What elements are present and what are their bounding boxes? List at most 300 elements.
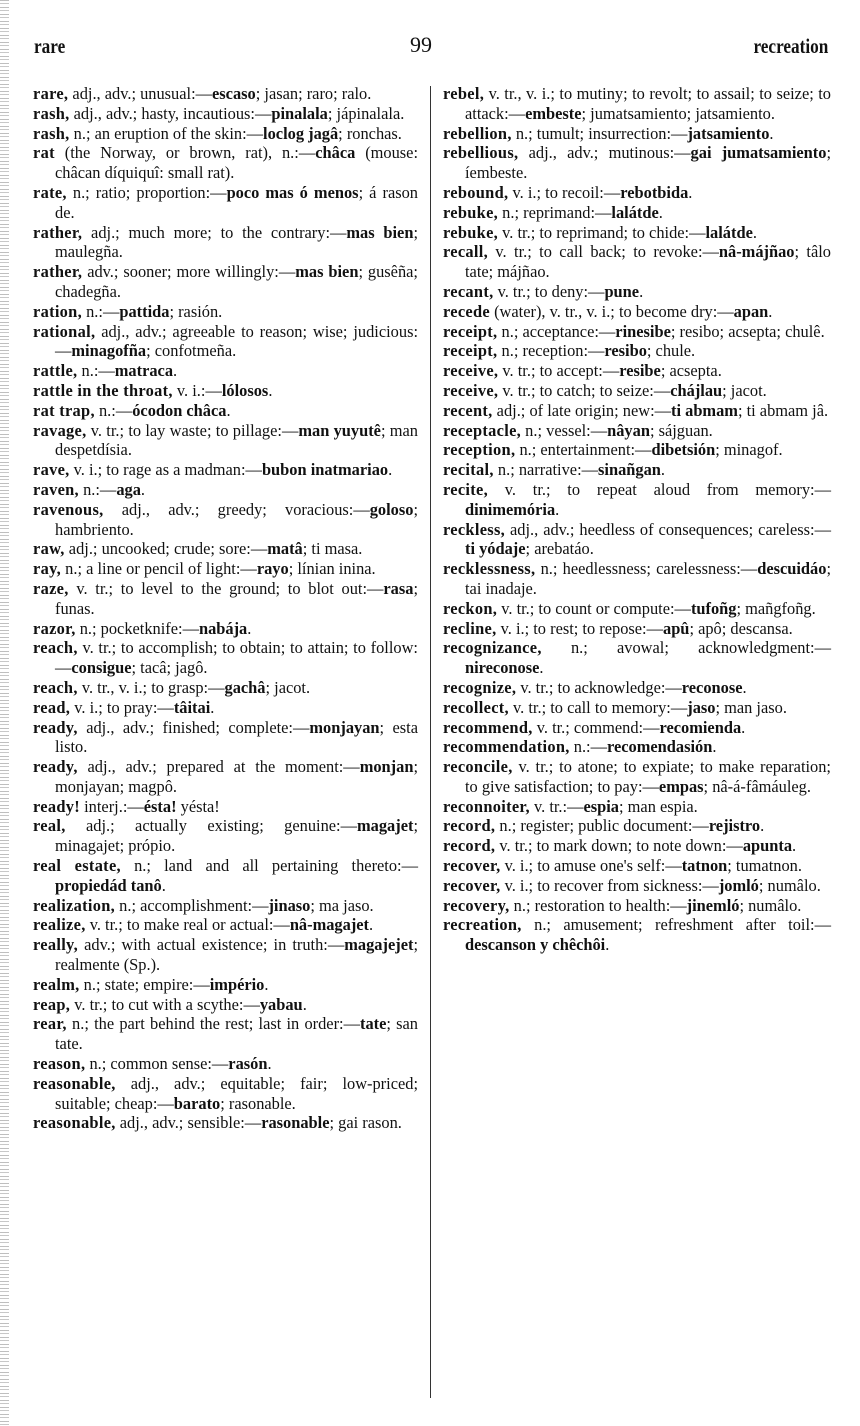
entry-equivalent: reconose (681, 677, 743, 697)
dictionary-entry (33, 460, 418, 480)
entry-gloss: n.:— (94, 400, 133, 420)
entry-variants: . (210, 697, 215, 717)
dictionary-entry (33, 856, 418, 896)
entry-variants: . (741, 717, 746, 737)
entry-gloss: v. tr.; to accept:— (498, 361, 620, 381)
entry-equivalent: jinemló (686, 895, 740, 915)
entry-equivalent: império (209, 974, 265, 994)
entry-headword: rebel, (443, 84, 485, 103)
dictionary-entry (33, 559, 418, 579)
entry-variants: ; rasonable. (220, 1093, 296, 1113)
entry-equivalent: pinalala (271, 103, 328, 123)
entry-gloss: v. tr.; to level to the ground; to blot out:— (68, 578, 384, 598)
entry-equivalent: apû (663, 618, 690, 638)
entry-variants: . (712, 737, 717, 757)
entry-equivalent: resibe (619, 361, 661, 381)
entry-headword: recreation, (443, 915, 522, 935)
entry-gloss: v. tr.; to lay waste; to pillage:— (86, 420, 299, 440)
entry-variants: . (302, 994, 307, 1014)
entry-equivalent: rasonable (261, 1113, 330, 1133)
entry-variants: ; jasan; raro; ralo. (255, 84, 372, 103)
dictionary-entry (33, 816, 418, 856)
entry-headword: recovery, (443, 895, 510, 915)
entry-variants: ; funas. (55, 578, 418, 618)
entry-headword: rattle, (33, 361, 78, 381)
entry-gloss: v. i.; to recover from sickness:— (500, 875, 719, 895)
dictionary-entry (443, 282, 831, 302)
entry-gloss: v. i.; to recoil:— (508, 182, 621, 202)
entry-headword: rear, (33, 1014, 67, 1034)
dictionary-entry (443, 876, 831, 896)
entry-equivalent: pattida (119, 301, 170, 321)
dictionary-entry (33, 421, 418, 461)
entry-gloss: v. i.; to pray:— (70, 697, 174, 717)
entry-headword: recommendation, (443, 737, 570, 757)
entry-headword: recognize, (443, 677, 517, 697)
entry-equivalent: man yuyutê (298, 420, 381, 440)
entry-gloss: v. tr., v. i.; to mutiny; to revolt; to assail; to seize; to attack:— (465, 84, 831, 123)
entry-headword: reconnoiter, (443, 796, 530, 816)
entry-equivalent: bubon inatmariao (261, 460, 389, 480)
entry-headword: rave, (33, 460, 70, 480)
entry-gloss: n.; the part behind the rest; last in order:— (66, 1014, 360, 1034)
entry-equivalent: rasón (228, 1054, 268, 1074)
entry-variants: . (658, 202, 663, 222)
entry-equivalent: magajejet (344, 935, 414, 955)
entry-equivalent: apan (733, 301, 769, 321)
entry-gloss: adj.; much more; to the contrary:— (82, 222, 347, 242)
entry-variants: ; jacot. (265, 677, 311, 697)
entry-variants: ; realmente (Sp.). (55, 935, 418, 975)
entry-gloss: v. i.; to rage as a madman:— (69, 460, 262, 480)
entry-equivalent: tufoñg (690, 598, 737, 618)
entry-gloss: (water), v. tr., v. i.; to become dry:— (490, 301, 734, 321)
entry-headword: reach, (33, 677, 78, 697)
entry-headword: ray, (33, 559, 62, 579)
dictionary-entry (443, 183, 831, 203)
entry-equivalent: chájlau (670, 380, 723, 400)
dictionary-entry (443, 302, 831, 322)
entry-variants: . (660, 460, 666, 480)
entry-headword: rebellion, (443, 123, 512, 143)
entry-variants: ; apô; descansa. (689, 618, 793, 638)
entry-variants: ; numâlo. (739, 895, 802, 915)
dictionary-entry (33, 1054, 418, 1074)
entry-equivalent: nâ-májñao (718, 242, 795, 262)
entry-headword: razor, (33, 618, 76, 638)
entry-variants: ; ma jaso. (310, 895, 374, 915)
dictionary-entry (33, 975, 418, 995)
entry-gloss: v. i.; to amuse one's self:— (500, 856, 682, 876)
entry-headword: reckon, (443, 598, 498, 618)
entry-variants: . (161, 875, 166, 895)
entry-equivalent: dinimemória (465, 499, 556, 519)
dictionary-entry (443, 896, 831, 916)
entry-equivalent: minagofña (71, 341, 147, 361)
dictionary-entry (33, 381, 418, 401)
entry-equivalent: ti yódaje (465, 539, 526, 559)
entry-gloss: n.; heedlessness; carelessness:— (535, 559, 758, 579)
dictionary-entry (33, 579, 418, 619)
dictionary-entry (33, 361, 418, 381)
entry-variants: ; tai inadaje. (465, 559, 831, 598)
dictionary-entry (33, 698, 418, 718)
entry-gloss: n.; register; public document:— (495, 816, 709, 836)
dictionary-entry (33, 718, 418, 758)
entry-variants: . (742, 677, 747, 697)
entry-headword: raze, (33, 578, 69, 598)
page-header (0, 30, 860, 64)
entry-variants: . (267, 1054, 272, 1074)
entry-headword: recklessness, (443, 559, 536, 579)
dictionary-entry (33, 539, 418, 559)
entry-headword: recline, (443, 618, 497, 638)
entry-variants: ; chule. (646, 341, 696, 361)
entry-headword: reconcile, (443, 757, 513, 777)
entry-equivalent: espia (583, 796, 620, 816)
entry-equivalent: gai jumatsamiento (690, 143, 827, 163)
entry-headword: record, (443, 816, 496, 836)
entry-equivalent: tate (359, 1014, 387, 1034)
scan-edge (0, 0, 9, 1426)
entry-gloss: n.; pocketknife:— (75, 618, 199, 638)
dictionary-entry (443, 460, 831, 480)
entry-gloss: interj.:— (80, 796, 144, 816)
entry-gloss: adv.; with actual existence; in truth:— (78, 935, 345, 955)
entry-gloss: n.; an eruption of the skin:— (69, 123, 264, 143)
dictionary-entry (33, 619, 418, 639)
entry-variants: . (264, 974, 269, 994)
entry-gloss: adj., adv.; equitable; fair; low-priced; suitable; cheap:— (55, 1073, 418, 1113)
entry-equivalent: lalátde (611, 202, 659, 222)
entry-variants: yésta! (176, 796, 220, 816)
entry-equivalent: nireconose (465, 658, 540, 678)
entry-variants: ; nâ-á-fâmáuleg. (703, 776, 811, 796)
entry-variants: . (247, 618, 252, 638)
dictionary-entry (33, 143, 418, 183)
entry-equivalent: monjan (359, 757, 414, 777)
entry-variants: ; resibo; acsepta; chulê. (670, 321, 825, 341)
dictionary-entry (33, 401, 418, 421)
entry-headword: rebuke, (443, 222, 499, 242)
dictionary-entry (443, 619, 831, 639)
entry-gloss: n.:— (82, 301, 120, 321)
entry-gloss: v. tr.; to atone; to expiate; to make reparation; to give satisfaction; to pay:— (465, 757, 831, 796)
entry-equivalent: sinañgan (598, 460, 661, 480)
entry-equivalent: nâyan (607, 420, 650, 440)
entry-headword: recede (443, 301, 490, 321)
entry-variants: ; man despetdísia. (55, 420, 418, 460)
dictionary-entry (443, 480, 831, 520)
entry-headword: receive, (443, 380, 499, 400)
entry-gloss: adj., adv.; mutinous:— (518, 143, 691, 163)
entry-headword: recollect, (443, 697, 509, 717)
dictionary-entry (443, 223, 831, 243)
dictionary-entry (443, 124, 831, 144)
entry-variants: ; gusêña; chadegña. (55, 262, 418, 301)
entry-equivalent: loclog jagâ (263, 123, 339, 143)
page-number: 99 (410, 32, 432, 57)
entry-gloss: n.:— (569, 737, 607, 757)
entry-headword: reckless, (443, 519, 506, 539)
entry-equivalent: barato (173, 1093, 221, 1113)
dictionary-entry (33, 935, 418, 975)
entry-headword: reason, (33, 1054, 86, 1074)
entry-gloss: v. tr.; commend:— (532, 717, 660, 737)
entry-headword: rather, (33, 262, 83, 282)
entry-gloss: v. tr.; to cut with a scythe:— (70, 994, 260, 1014)
dictionary-entry (443, 816, 831, 836)
entry-equivalent: apunta (742, 836, 793, 856)
entry-equivalent: rebotbida (620, 182, 689, 202)
entry-headword: realization, (33, 895, 116, 915)
entry-gloss: n.; vessel:— (521, 420, 608, 440)
entry-equivalent: nabája (198, 618, 248, 638)
dictionary-entry (443, 322, 831, 342)
entry-gloss: adj., adv.; unusual:— (68, 84, 213, 103)
entry-equivalent: monjayan (309, 717, 380, 737)
dictionary-entry (443, 856, 831, 876)
entry-gloss: adj., adv.; prepared at the moment:— (77, 757, 360, 777)
dictionary-entry (33, 500, 418, 540)
entry-variants: ; tacâ; jagô. (131, 658, 208, 678)
entry-gloss: v. tr.:— (529, 796, 584, 816)
dictionary-entry (33, 183, 418, 223)
entry-headword: recital, (443, 460, 494, 480)
entry-gloss: v. tr.; to acknowledge:— (516, 677, 682, 697)
entry-headword: receipt, (443, 341, 498, 361)
entry-variants: ; mañgfoñg. (736, 598, 816, 618)
entry-equivalent: rayo (256, 559, 289, 579)
dictionary-entry (443, 638, 831, 678)
dictionary-entry (443, 520, 831, 560)
entry-variants: . (268, 380, 273, 400)
dictionary-entry (33, 797, 418, 817)
entry-headword: rebound, (443, 182, 509, 202)
entry-headword: ravage, (33, 420, 87, 440)
entry-variants: . (388, 460, 393, 480)
entry-gloss: v. tr.; to repeat aloud from memory:— (488, 479, 831, 499)
entry-variants: ; jumatsamiento; jatsamiento. (581, 103, 775, 123)
dictionary-entry (443, 737, 831, 757)
entry-variants: . (555, 499, 560, 519)
entry-gloss: n.; ratio; proportion:— (66, 182, 227, 202)
entry-gloss: adj., adv.; greedy; voracious:— (103, 499, 370, 519)
entry-headword: record, (443, 836, 496, 856)
entry-equivalent: lólosos (221, 380, 269, 400)
entry-headword: reception, (443, 440, 516, 460)
entry-gloss: v. tr.; to reprimand; to chide:— (498, 222, 706, 242)
entry-variants: ; numâlo. (758, 875, 821, 895)
entry-equivalent: yabau (259, 994, 303, 1014)
entry-variants: . (173, 361, 178, 381)
entry-gloss: n.; reception:— (497, 341, 605, 361)
dictionary-entry (443, 698, 831, 718)
entry-equivalent: nâ-magajet (289, 915, 370, 935)
entry-headword: rat (33, 143, 55, 163)
entry-variants: ; sájguan. (649, 420, 713, 440)
dictionary-entry (443, 757, 831, 797)
entry-equivalent: poco mas ó menos (226, 182, 359, 202)
entry-gloss: v. i.:— (172, 380, 222, 400)
entry-gloss: n.; amusement; refreshment after toil:— (521, 915, 831, 935)
entry-gloss: n.; common sense:— (85, 1054, 229, 1074)
entry-variants: ; monjayan; magpô. (55, 757, 418, 796)
entry-equivalent: magajet (357, 816, 414, 836)
entry-headword: recent, (443, 400, 493, 420)
dictionary-entry (33, 84, 418, 104)
entry-headword: recite, (443, 479, 489, 499)
dictionary-entry (33, 302, 418, 322)
entry-gloss: v. tr.; to catch; to seize:— (498, 380, 671, 400)
entry-gloss: adj.; uncooked; crude; sore:— (64, 539, 268, 559)
entry-equivalent: dibetsión (651, 440, 716, 460)
entry-variants: . (140, 479, 146, 499)
left-column (33, 84, 418, 1133)
entry-equivalent: mas bien (346, 222, 414, 242)
entry-equivalent: escaso (212, 84, 256, 103)
entry-gloss: n.; restoration to health:— (509, 895, 687, 915)
entry-equivalent: recomendasión (607, 737, 713, 757)
dictionary-entry (443, 599, 831, 619)
entry-gloss: v. tr.; to call back; to revoke:— (488, 242, 719, 262)
dictionary-entry (443, 381, 831, 401)
dictionary-entry (33, 480, 418, 500)
entry-headword: ravenous, (33, 499, 104, 519)
entry-variants: ; minagajet; própio. (55, 816, 418, 856)
entry-gloss: v. tr., v. i.; to grasp:— (77, 677, 225, 697)
entry-headword: rash, (33, 103, 70, 123)
entry-equivalent: goloso (369, 499, 414, 519)
entry-variants: . (760, 816, 765, 836)
entry-variants: . (792, 836, 797, 856)
entry-variants: . (752, 222, 757, 242)
entry-equivalent: empas (658, 776, 704, 796)
entry-variants: ; línian inina. (288, 559, 376, 579)
entry-equivalent: jomló (718, 875, 759, 895)
entry-equivalent: ócodon châca (132, 400, 227, 420)
dictionary-entry (443, 341, 831, 361)
entry-headword: really, (33, 935, 79, 955)
entry-gloss: v. tr.; to call to memory:— (508, 697, 688, 717)
entry-headword: recommend, (443, 717, 533, 737)
entry-equivalent: gachâ (224, 677, 266, 697)
dictionary-entry (33, 915, 418, 935)
entry-headword: ration, (33, 301, 82, 321)
entry-variants: ; tâlo tate; májñao. (465, 242, 831, 282)
entry-equivalent: matraca (114, 361, 174, 381)
dictionary-entry (33, 124, 418, 144)
entry-gloss: adj.; actually existing; genuine:— (65, 816, 357, 836)
entry-equivalent: pune (604, 281, 640, 301)
entry-variants: ; rasión. (169, 301, 223, 321)
entry-variants: ; hambriento. (55, 499, 418, 539)
entry-variants: ; íembeste. (465, 143, 831, 183)
entry-headword: rare, (33, 84, 69, 103)
entry-variants: ; jacot. (722, 380, 767, 400)
entry-variants: ; maulegña. (55, 222, 418, 262)
entry-variants: ; esta listo. (55, 717, 418, 757)
entry-gloss: n.; avowal; acknowledgment:— (541, 638, 831, 658)
entry-equivalent: jinaso (268, 895, 311, 915)
entry-equivalent: tâitai (173, 697, 211, 717)
guide-word-right: recreation (753, 34, 828, 58)
entry-gloss: v. tr.; to accomplish; to obtain; to attain; to follow:— (55, 638, 418, 678)
entry-variants: ; minagof. (715, 440, 783, 460)
entry-variants: ; jápinalala. (327, 103, 405, 123)
entry-headword: recognizance, (443, 638, 542, 658)
entry-gloss: v. tr.; to make real or actual:— (85, 915, 290, 935)
entry-variants: ; man jaso. (715, 697, 787, 717)
dictionary-entry (443, 440, 831, 460)
entry-equivalent: consigue (71, 658, 132, 678)
entry-variants: . (639, 281, 644, 301)
entry-headword: ready, (33, 757, 78, 777)
entry-gloss: n.; a line or pencil of light:— (61, 559, 257, 579)
dictionary-entry (33, 678, 418, 698)
dictionary-entry (443, 559, 831, 599)
dictionary-entry (33, 223, 418, 263)
entry-headword: raven, (33, 479, 79, 499)
entry-equivalent: rejistro (708, 816, 761, 836)
entry-variants: ; san tate. (55, 1014, 418, 1054)
entry-variants: ; ronchas. (338, 123, 402, 143)
entry-variants: . (688, 182, 693, 202)
entry-headword: rational, (33, 321, 96, 341)
entry-gloss: v. i.; to rest; to repose:— (496, 618, 663, 638)
entry-variants: . (768, 301, 773, 321)
entry-variants: (mouse: châcan díquiquî: small rat). (55, 143, 418, 183)
entry-variants: ; ti abmam jâ. (737, 400, 829, 420)
entry-headword: recant, (443, 281, 494, 301)
entry-equivalent: descanson y chêchôi (465, 935, 606, 955)
entry-variants: . (226, 400, 231, 420)
dictionary-entry (443, 797, 831, 817)
dictionary-entry (33, 1014, 418, 1054)
entry-equivalent: ésta! (143, 796, 177, 816)
entry-equivalent: ti abmam (671, 400, 738, 420)
entry-headword: recover, (443, 856, 501, 876)
dictionary-entry (33, 638, 418, 678)
entry-gloss: v. tr.; to mark down; to note down:— (495, 836, 743, 856)
entry-gloss: n.; narrative:— (493, 460, 599, 480)
entry-headword: receive, (443, 361, 499, 381)
entry-headword: rate, (33, 182, 67, 202)
entry-headword: rash, (33, 123, 70, 143)
entry-headword: realm, (33, 974, 80, 994)
dictionary-entry (33, 322, 418, 362)
entry-headword: rat trap, (33, 400, 95, 420)
dictionary-entry (33, 896, 418, 916)
right-column (443, 84, 831, 955)
entry-headword: recover, (443, 875, 501, 895)
entry-headword: raw, (33, 539, 65, 559)
entry-equivalent: resibo (604, 341, 647, 361)
dictionary-entry (443, 836, 831, 856)
entry-headword: reap, (33, 994, 71, 1014)
entry-equivalent: rasa (383, 578, 414, 598)
entry-variants: ; man espia. (619, 796, 698, 816)
dictionary-entry (443, 718, 831, 738)
dictionary-entry (33, 104, 418, 124)
dictionary-entry (33, 995, 418, 1015)
entry-gloss: adj.; of late origin; new:— (492, 400, 672, 420)
entry-equivalent: aga (116, 479, 141, 499)
dictionary-entry (33, 1113, 418, 1133)
entry-equivalent: embeste (525, 103, 582, 123)
dictionary-entry (33, 1074, 418, 1114)
entry-gloss: n.:— (78, 479, 117, 499)
